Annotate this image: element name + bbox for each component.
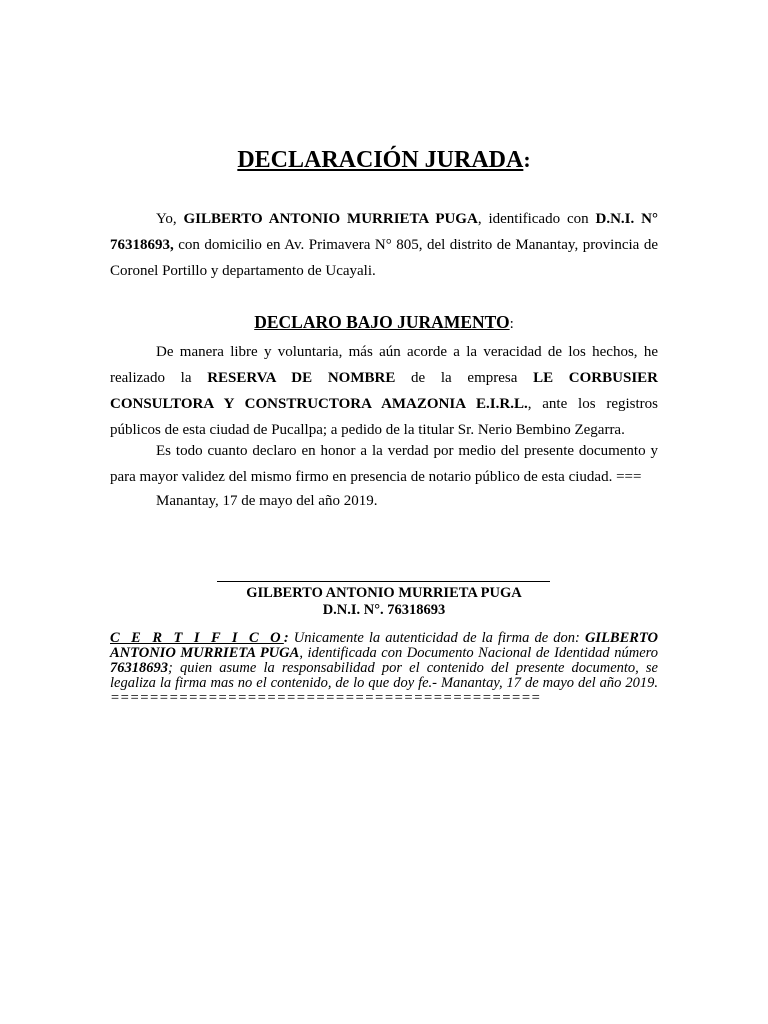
dni-label: D.N.I. N°: [595, 211, 658, 227]
signature-dni: D.N.I. N°. 76318693: [322, 602, 446, 618]
intro-paragraph: [110, 206, 658, 284]
intro-text-2: , identificado con: [477, 211, 596, 227]
reserva-de-nombre: RESERVA DE NOMBRE: [207, 370, 396, 386]
certification-text-3: ; quien asume la responsabilidad por el contenido del presente documento, se legaliza la firma mas no el contenido, de lo que doy fe.- Manantay, 17 de mayo del año 2019. ============================================: [110, 660, 658, 706]
declaration-heading-colon: :: [509, 316, 514, 332]
certification-text-1: Unicamente la autenticidad de la firma de don:: [288, 630, 585, 646]
declaration-text-2: de la empresa: [395, 370, 534, 386]
declarant-name: GILBERTO ANTONIO MURRIETA PUGA: [183, 211, 478, 227]
signature-line: [217, 581, 550, 582]
intro-text-4: con domicilio en Av. Primavera N° 805, del distrito de Manantay, provincia de Coronel Portillo y departamento de Ucayali.: [110, 237, 658, 279]
closing-text: Es todo cuanto declaro en honor a la verdad por medio del presente documento y para mayor validez del mismo firmo en presencia de notario público de esta ciudad. ===: [110, 443, 658, 485]
document-title: [0, 144, 768, 176]
declaration-paragraph: [110, 339, 658, 443]
certified-name: GILBERTO ANTONIO MURRIETA PUGA: [110, 630, 659, 661]
notary-certification: [110, 631, 658, 706]
declaration-text-3: , ante los registros públicos de esta ciudad de Pucallpa; a pedido de la titular Sr. Nerio Bembino Zegarra.: [110, 396, 658, 438]
company-name: LE CORBUSIER CONSULTORA Y CONSTRUCTORA AMAZONIA E.I.R.L.: [110, 370, 658, 412]
certifico-colon: :: [283, 630, 289, 646]
title-text: DECLARACIÓN JURADA: [237, 147, 524, 173]
signature-name: GILBERTO ANTONIO MURRIETA PUGA: [246, 585, 522, 601]
certified-number: 76318693: [110, 660, 168, 676]
certification-text-2: , identificada con Documento Nacional de Identidad número: [299, 645, 658, 661]
declaration-heading-text: DECLARO BAJO JURAMENTO: [254, 312, 510, 332]
place-date: Manantay, 17 de mayo del año 2019.: [156, 493, 378, 509]
title-colon: :: [523, 147, 531, 172]
intro-text-1: Yo,: [156, 211, 184, 227]
certifico-label: C E R T I F I C O: [110, 630, 284, 646]
closing-paragraph: [110, 438, 658, 490]
declaration-text-1: De manera libre y voluntaria, más aún acorde a la veracidad de los hechos, he realizado la: [110, 344, 658, 386]
declaration-heading: [110, 310, 658, 336]
dni-number: 76318693,: [110, 237, 174, 253]
